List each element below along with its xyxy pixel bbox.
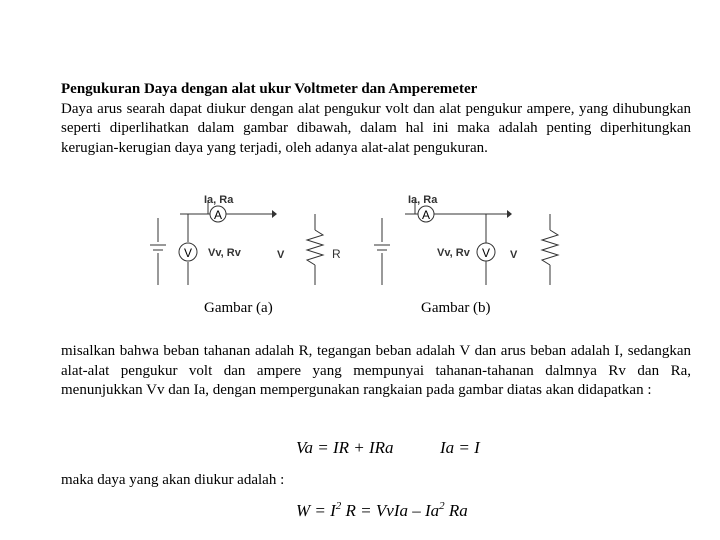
voltmeter-symbol: V — [482, 246, 491, 260]
voltmeter-label: Vv, Rv — [208, 247, 241, 259]
ammeter-symbol: A — [214, 208, 223, 222]
section-heading: Pengukuran Daya dengan alat ukur Voltmeter dan Amperemeter — [61, 81, 478, 97]
equation-ia: Ia = I — [440, 438, 480, 457]
figure-caption-a: Gambar (a) — [204, 300, 273, 316]
circuit-figure-b — [370, 190, 570, 295]
conclusion-text: maka daya yang akan diukur adalah : — [61, 472, 285, 488]
intro-paragraph: Daya arus searah dapat diukur dengan alat pengukur volt dan alat pengukur ampere, yang dihubungkan seperti diperlihatkan dalam gambar dibawah, dalam hal ini maka adalah penting diperhitungkan kerugian-kerugian daya yang terjadi, oleh adanya alat-alat pengukuran. — [61, 100, 691, 156]
ammeter-label: Ia, Ra — [204, 194, 234, 206]
figure-caption-b: Gambar (b) — [421, 300, 491, 316]
ammeter-label: Ia, Ra — [408, 194, 438, 206]
equation-power: $W = I^2$ R = VvIa – Ia$^2$ Ra — [296, 500, 468, 520]
circuit-figure-a — [140, 190, 360, 295]
voltmeter-label: Vv, Rv — [437, 247, 470, 259]
load-voltage-label: V — [277, 249, 285, 261]
equation-va: Va = IR + IRa — [296, 438, 394, 457]
ammeter-symbol: A — [422, 208, 431, 222]
body-paragraph: misalkan bahwa beban tahanan adalah R, tegangan beban adalah V dan arus beban adalah I, sedangkan alat-alat pengukur volt dan ampere yang mempunyai tahanan-tahanan dalmnya Rv dan Ra, menunjukkan Vv dan Ia, dengan mempergunakan rangkaian pada gambar diatas akan didapatkan : — [61, 343, 691, 399]
load-voltage-label: V — [510, 249, 518, 261]
voltmeter-symbol: V — [184, 246, 193, 260]
arrow-icon — [272, 210, 277, 218]
arrow-icon — [507, 210, 512, 218]
resistor-label: R — [332, 247, 341, 261]
